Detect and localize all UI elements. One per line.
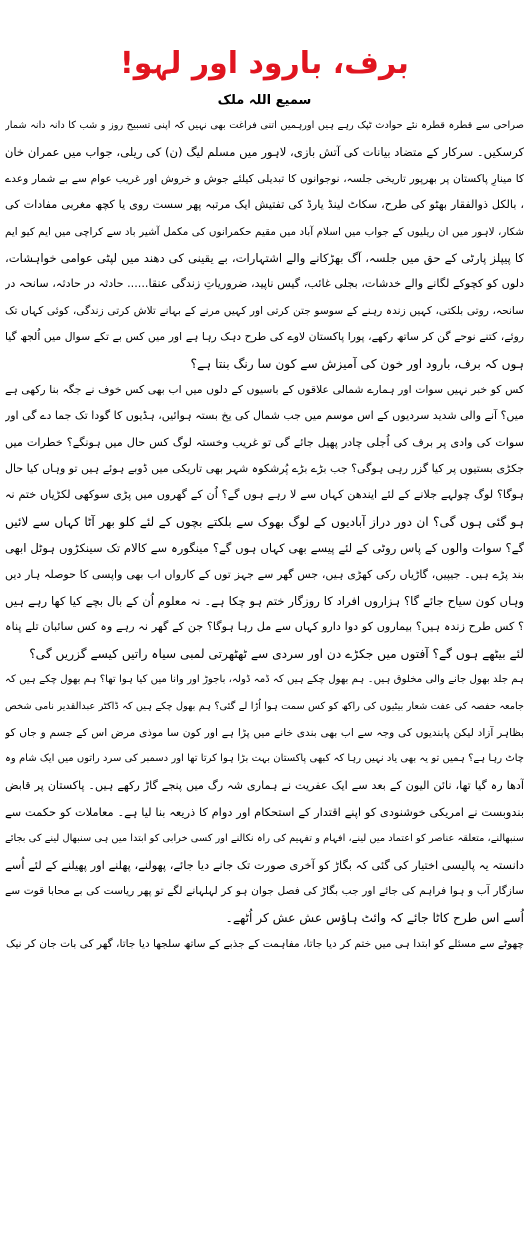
article-title: برف، بارود اور لہو! bbox=[120, 46, 409, 81]
text-line: ، بالکل ذوالفقار بھٹو کی طرح، سکاٹ لینڈ یارڈ کی تفتیش ایک مرتبہ پھر سست روی یا کچھ مغربی مفادات کی bbox=[5, 198, 524, 212]
text-line: آدھا رہ گیا تھا، نائن الیون کے بعد سے ایک عفریت نے ہماری شہ رگ میں پنجے گاڑ رکھے ہیں۔ پاکستان پر قابض bbox=[5, 778, 524, 792]
text-line: کرسکیں۔ سرکار کے متضاد بیانات کی آتش بازی، لاہور میں مسلم لیگ (ن) کی ریلی، جواب میں عمران خان bbox=[5, 145, 524, 160]
article-paragraph bbox=[5, 931, 524, 957]
text-line: بند پڑے ہیں۔ جیپیں، گاڑیاں رکی کھڑی ہیں، جس گھر سے جہز توں کے کارواں اب بھی واپسی کا حوصلہ ہار دیں bbox=[5, 567, 524, 581]
text-line: گے؟ سوات والوں کے پاس روٹی کے لئے پیسے بھی کہاں ہوں گے؟ مینگورہ سے کالام تک سینکڑوں ہوٹل ابھی bbox=[5, 541, 524, 556]
text-line: کس کو خبر نہیں سوات اور ہمارے شمالی علاقوں کے باسیوں کے دلوں میں اب بھی کس خوف نے جگہ بنا رکھی ہے bbox=[5, 382, 524, 396]
text-line: سنبھالنے، متعلقہ عناصر کو اعتماد میں لینے، افہام و تفہیم کی راہ نکالنے اور کسی خرابی کو ابتدا میں ہی سنبھال لینے کی بجائے bbox=[5, 832, 524, 844]
article-paragraph bbox=[5, 113, 524, 377]
text-line: میں؟ آنے والی شدید سردیوں کے اس موسم میں جب شمال کی یخ بستہ ہوائیں، ہڈیوں کا گودا تک جما دے گی اور bbox=[5, 409, 524, 423]
text-line: ہوں کہ برف، بارود اور خون کی آمیزش سے کون سا رنگ بنتا ہے؟ bbox=[190, 356, 524, 371]
article-paragraph bbox=[5, 377, 524, 667]
text-line: شکار، لاہور میں ان ریلیوں کے جواب میں اسلام آباد میں مقیم حکمرانوں کی مکمل آشیر باد سے کراچی میں ایم کیو ایم bbox=[5, 225, 524, 238]
text-line: کا پیپلز پارٹی کے حق میں جلسہ، آگ بھڑکانے والے اشتہارات، بے یقینی کی دھند میں لپٹی عوامی خواہشات، bbox=[5, 250, 524, 265]
text-line: چھوٹے سے مسئلے کو ابتدا ہی میں ختم کر دیا جاتا، مفاہمت کے جذبے کے ساتھ سلجھا دیا جاتا، گھر کی بات جان کر نیک bbox=[5, 938, 524, 951]
text-line: کا مینارِ پاکستان پر بھرپور تاریخی جلسہ، نوجوانوں کا تبدیلی کیلئے جوش و خروش اور غریب عوام سے بے شمار وعدے bbox=[5, 172, 524, 185]
text-line: ہم جلد بھول جانے والی مخلوق ہیں۔ ہم بھول چکے ہیں کہ ڈمہ ڈولہ، باجوڑ اور وانا میں کیا ہوا تھا؟ ہم بھول چکے ہیں کہ bbox=[5, 674, 524, 686]
text-line: جامعہ حفصہ کی عفت شعار بیٹیوں کی راکھ کو کس سمت ہوا اُڑا لے گئی؟ ہم بھول چکے ہیں کہ ڈاکٹر عبدالقدیر نامی شخص bbox=[5, 700, 524, 712]
text-line: دانستہ یہ پالیسی اختیار کی گئی کہ بگاڑ کو آخری صورت تک جانے دیا جائے، پھولنے، پھلنے اور پھیلنے کے لئے اُسے bbox=[5, 857, 524, 872]
text-line: صراحی سے قطرہ قطرہ نئے حوادث ٹپک رہے ہیں اورہمیں اتنی فراغت بھی نہیں کہ اپنی تسبیح روز و شب کا دانہ دانہ شمار bbox=[5, 120, 524, 131]
text-line: سانحہ، روتی بلکتی، کہیں زندہ رہنے کے سوسو جتن کرتی اور کہیں مرنے کے بہانے تلاش کرتی زندگی، کوئی کہاں تک bbox=[5, 304, 524, 317]
text-line: اُسے اس طرح کاٹا جائے کہ وائٹ ہاؤس عش عش کر اُٹھے۔ bbox=[225, 910, 524, 925]
text-line: وہاں کون سیاح جائے گا؟ ہزاروں افراد کا روزگار ختم ہو چکا ہے۔ نہ معلوم اُن کے بال بچے کیا کھا رہے ہیں bbox=[5, 594, 524, 609]
text-line: بندوبست نے امریکی خوشنودی کو اپنے اقتدار کے استحکام اور دوام کا ذریعہ بنا لیا ہے۔ معاملات کو حکمت سے bbox=[5, 805, 524, 820]
author-byline: سمیع اللہ ملک bbox=[217, 93, 312, 108]
text-line: لئے بیٹھے ہوں گے؟ آفتوں میں جکڑے دن اور سردی سے ٹھٹھرتی لمبی سیاہ راتیں کیسے گزریں گی؟ bbox=[29, 646, 524, 661]
text-line: جکڑی بستیوں پر کیا گزر رہی ہوگی؟ جب بڑے بڑے پُرشکوہ شہر بھی تاریکی میں ڈوبے ہوئے ہیں تو وہاں کیا حال bbox=[5, 462, 524, 476]
text-line: سوات کی وادی پر برف کی اُجلی چادر پھیل جائے گی تو غریب وخستہ لوگ کس حال میں ہونگے؟ خطرات میں bbox=[5, 435, 524, 449]
text-line: ہوگا؟ لوگ چولہے جلانے کے لئے ایندھن کہاں سے لا رہے ہوں گے؟ اُن کے گھروں میں پڑی سوکھی لکڑیاں ختم نہ bbox=[5, 488, 524, 502]
text-line: روئے، کتنے نوحے گن کر ساتھ رکھے، پورا پاکستان لاوے کی طرح دہک رہا ہے اور میں کس بے تکے سوال میں اُلجھ گیا bbox=[5, 330, 524, 344]
text-line: بظاہر آزاد لیکن پابندیوں کی وجہ سے اب بھی بندی خانے میں پڑا ہے اور کون سا موذی مرض اس کے جسم و جاں کو bbox=[5, 726, 524, 739]
article-body bbox=[5, 113, 524, 958]
text-line: چاٹ رہا ہے؟ ہمیں تو یہ بھی یاد نہیں رہا کہ کبھی پاکستان بہت بڑا ہوا کرتا تھا اور دسمبر کی سرد راتوں میں ایک شام وہ bbox=[5, 753, 524, 765]
text-line: دلوں کو کچوکے لگانے والے خدشات، بجلی غائب، گیس ناپید، ضروریاتِ زندگی عنقا...... حادثہ در حادثہ، سانحہ در bbox=[5, 277, 524, 291]
text-line: ہو گئی ہوں گی؟ ان دور دراز آبادیوں کے لوگ بھوک سے بلکتے بچوں کے لئے کلو بھر آٹا کہاں سے لائیں bbox=[5, 514, 524, 529]
article-paragraph bbox=[5, 667, 524, 931]
text-line: ؟ کس طرح زندہ ہیں؟ بیماروں کو دوا دارو کہاں سے مل رہا ہوگا؟ جن کے گھر نہ رہے وہ کس سائبان تلے پناہ bbox=[5, 620, 524, 634]
text-line: سازگار آب و ہوا فراہم کی جائے اور جب بگاڑ کی فصل جوان ہو کر لہلہانے لگے تو پھر ریاست کی بے محابا قوت سے bbox=[5, 885, 524, 898]
